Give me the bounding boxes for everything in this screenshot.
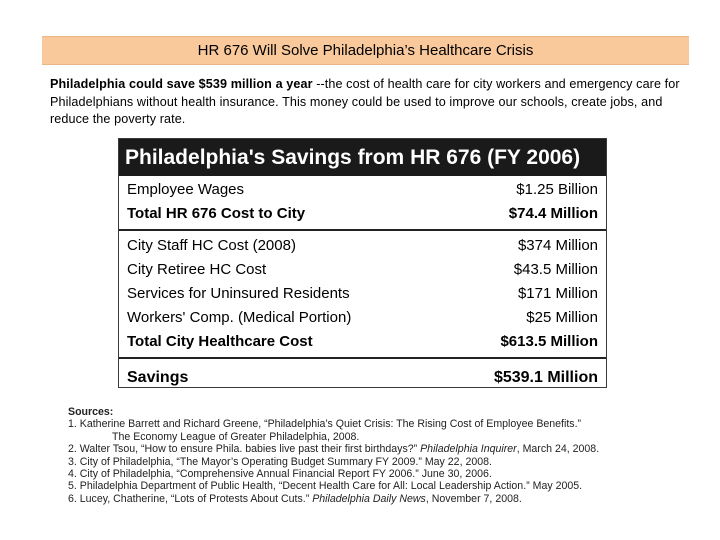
source-item: 5. Philadelphia Department of Public Health, “Decent Health Care for All: Local Leadership Action.” May 2005. — [68, 480, 583, 493]
row-label: City Retiree HC Cost — [127, 261, 267, 278]
source-text: 6. Lucey, Chatherine, “Lots of Protests About Cuts.” — [68, 492, 313, 505]
table-divider — [119, 357, 606, 359]
row-label: City Staff HC Cost (2008) — [127, 237, 296, 254]
slide-title: HR 676 Will Solve Philadelphia’s Healthcare Crisis — [197, 42, 534, 59]
slide-title-banner — [42, 36, 689, 65]
row-value: $374 Million — [517, 237, 598, 254]
source-text: , November 7, 2008. — [425, 492, 522, 505]
source-item: 3. City of Philadelphia, “The Mayor’s Operating Budget Summary FY 2009.” May 22, 2008. — [68, 455, 492, 468]
row-label: Total HR 676 Cost to City — [127, 205, 306, 222]
source-publication: Philadelphia Inquirer — [420, 443, 517, 456]
intro-bold-lead: Philadelphia could save $539 million a year — [50, 77, 313, 91]
row-label: Savings — [127, 369, 189, 386]
table-row — [119, 330, 606, 354]
source-item: 4. City of Philadelphia, “Comprehensive Annual Financial Report FY 2006.” June 30, 2006. — [68, 468, 492, 481]
row-value: $74.4 Million — [508, 205, 598, 222]
source-item-continued: The Economy League of Greater Philadelphia, 2008. — [112, 430, 360, 443]
row-value: $539.1 Million — [493, 369, 598, 386]
row-value: $1.25 Billion — [516, 181, 598, 198]
table-row — [119, 202, 606, 226]
source-text: , March 24, 2008. — [516, 443, 600, 456]
row-label: Employee Wages — [127, 181, 244, 198]
sources-title: Sources: — [68, 406, 114, 418]
table-row — [119, 258, 606, 282]
row-value: $171 Million — [517, 285, 598, 302]
savings-table — [118, 138, 607, 388]
table-row-savings — [119, 366, 606, 390]
row-value: $43.5 Million — [513, 261, 598, 278]
table-row — [119, 178, 606, 202]
source-item: 1. Katherine Barrett and Richard Greene, “Philadelphia’s Quiet Crisis: The Rising Cost of Employee Benefits.” — [68, 418, 582, 431]
source-publication: Philadelphia Daily News — [312, 492, 426, 505]
intro-rest: --the cost of health care for city workers and emergency care for Philadelphians without health insurance. This money could be used to improve our schools, create jobs, and reduce the poverty rate. — [50, 77, 680, 126]
row-label: Workers' Comp. (Medical Portion) — [127, 309, 352, 326]
intro-paragraph — [50, 76, 700, 129]
source-item — [68, 443, 708, 455]
table-divider — [119, 229, 606, 231]
row-value: $25 Million — [526, 309, 598, 326]
savings-table-title: Philadelphia's Savings from HR 676 (FY 2006) — [119, 139, 606, 176]
sources-list — [68, 406, 708, 505]
table-row — [119, 234, 606, 258]
source-text: 2. Walter Tsou, “How to ensure Phila. babies live past their first birthdays?” — [68, 443, 421, 456]
row-value: $613.5 Million — [500, 333, 598, 350]
table-row — [119, 306, 606, 330]
row-label: Total City Healthcare Cost — [127, 333, 313, 350]
source-item — [68, 493, 708, 505]
table-row — [119, 282, 606, 306]
row-label: Services for Uninsured Residents — [127, 285, 350, 302]
